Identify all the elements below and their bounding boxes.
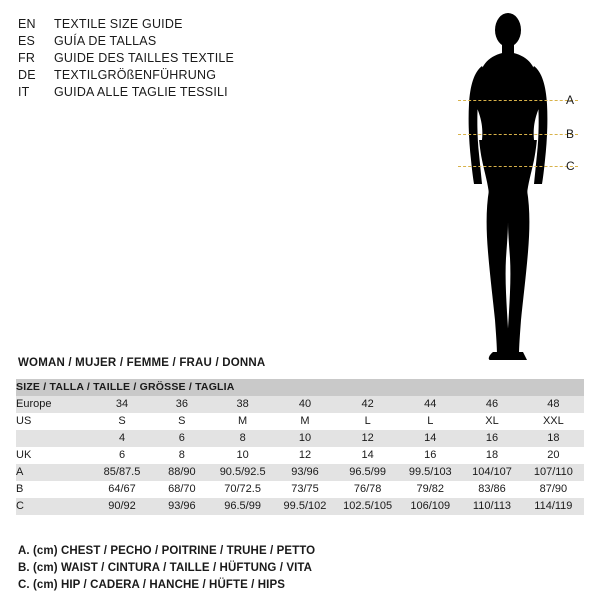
row-value: 70/72.5 — [211, 481, 274, 498]
row-value: 12 — [336, 430, 399, 447]
table-row — [16, 464, 584, 481]
row-value: 99.5/103 — [399, 464, 461, 481]
language-text: GUIDA ALLE TAGLIE TESSILI — [54, 85, 228, 99]
language-text: GUÍA DE TALLAS — [54, 34, 157, 48]
row-value: L — [336, 413, 399, 430]
row-label: A — [16, 464, 92, 481]
row-label — [16, 430, 92, 447]
row-value: 96.5/99 — [211, 498, 274, 515]
row-value: 12 — [274, 447, 336, 464]
row-value: L — [399, 413, 461, 430]
row-value: 8 — [211, 430, 274, 447]
language-row — [18, 67, 318, 84]
language-header-list — [18, 16, 318, 101]
row-value: XXL — [523, 413, 584, 430]
measurement-notes — [18, 543, 578, 594]
row-value: 93/96 — [274, 464, 336, 481]
row-label: US — [16, 413, 92, 430]
row-value: 114/119 — [523, 498, 584, 515]
row-label: UK — [16, 447, 92, 464]
language-row — [18, 50, 318, 67]
language-row — [18, 33, 318, 50]
row-value: 107/110 — [523, 464, 584, 481]
size-table — [16, 379, 584, 515]
row-label: B — [16, 481, 92, 498]
row-value: 10 — [274, 430, 336, 447]
measure-line-a — [458, 100, 578, 101]
table-header-row — [16, 379, 584, 396]
row-value: 110/113 — [461, 498, 522, 515]
row-value: 34 — [92, 396, 153, 413]
row-value: 44 — [399, 396, 461, 413]
language-code: EN — [18, 17, 36, 31]
row-value: 99.5/102 — [274, 498, 336, 515]
note-waist: B. (cm) WAIST / CINTURA / TAILLE / HÜFTUNG / VITA — [18, 562, 313, 574]
female-silhouette-icon — [430, 8, 590, 368]
note-chest: A. (cm) CHEST / PECHO / POITRINE / TRUHE / PETTO — [18, 545, 316, 557]
row-value: 40 — [274, 396, 336, 413]
row-value: 104/107 — [461, 464, 522, 481]
table-caption: WOMAN / MUJER / FEMME / FRAU / DONNA — [18, 357, 266, 369]
row-value: 16 — [399, 447, 461, 464]
row-value: 79/82 — [399, 481, 461, 498]
row-value: 87/90 — [523, 481, 584, 498]
row-value: M — [211, 413, 274, 430]
row-value: 8 — [152, 447, 211, 464]
row-value: 20 — [523, 447, 584, 464]
row-value: 18 — [523, 430, 584, 447]
measure-line-c — [458, 166, 578, 167]
table-header-cell: SIZE / TALLA / TAILLE / GRÖSSE / TAGLIA — [16, 379, 584, 396]
language-code: FR — [18, 51, 36, 65]
row-value: 83/86 — [461, 481, 522, 498]
row-value: S — [152, 413, 211, 430]
language-row — [18, 16, 318, 33]
row-value: 48 — [523, 396, 584, 413]
measure-label-b: B — [566, 127, 575, 141]
language-row — [18, 84, 318, 101]
row-value: 4 — [92, 430, 153, 447]
row-value: 90/92 — [92, 498, 153, 515]
row-value: M — [274, 413, 336, 430]
table-row — [16, 396, 584, 413]
row-value: 76/78 — [336, 481, 399, 498]
table-row — [16, 481, 584, 498]
language-text: TEXTILGRÖßENFÜHRUNG — [54, 68, 217, 82]
row-value: 16 — [461, 430, 522, 447]
row-value: 14 — [336, 447, 399, 464]
row-value: 96.5/99 — [336, 464, 399, 481]
measure-line-b — [458, 134, 578, 135]
row-value: 68/70 — [152, 481, 211, 498]
language-code: IT — [18, 85, 30, 99]
table-row — [16, 430, 584, 447]
language-text: GUIDE DES TAILLES TEXTILE — [54, 51, 235, 65]
table-row — [16, 447, 584, 464]
row-value: 90.5/92.5 — [211, 464, 274, 481]
row-value: 73/75 — [274, 481, 336, 498]
row-value: 88/90 — [152, 464, 211, 481]
row-value: 6 — [92, 447, 153, 464]
row-value: XL — [461, 413, 522, 430]
row-value: 14 — [399, 430, 461, 447]
language-code: DE — [18, 68, 36, 82]
note-hip: C. (cm) HIP / CADERA / HANCHE / HÜFTE / HIPS — [18, 579, 286, 591]
measure-label-a: A — [566, 93, 575, 107]
body-figure — [430, 8, 590, 368]
row-value: 102.5/105 — [336, 498, 399, 515]
table-row — [16, 498, 584, 515]
language-text: TEXTILE SIZE GUIDE — [54, 17, 183, 31]
row-value: 93/96 — [152, 498, 211, 515]
row-value: 38 — [211, 396, 274, 413]
measure-label-c: C — [566, 159, 575, 173]
row-label: Europe — [16, 396, 92, 413]
language-code: ES — [18, 34, 36, 48]
row-value: 6 — [152, 430, 211, 447]
row-value: 106/109 — [399, 498, 461, 515]
row-value: 85/87.5 — [92, 464, 153, 481]
row-value: 10 — [211, 447, 274, 464]
row-value: 64/67 — [92, 481, 153, 498]
row-label: C — [16, 498, 92, 515]
table-row — [16, 413, 584, 430]
row-value: 18 — [461, 447, 522, 464]
row-value: 42 — [336, 396, 399, 413]
row-value: 46 — [461, 396, 522, 413]
row-value: 36 — [152, 396, 211, 413]
row-value: S — [92, 413, 153, 430]
